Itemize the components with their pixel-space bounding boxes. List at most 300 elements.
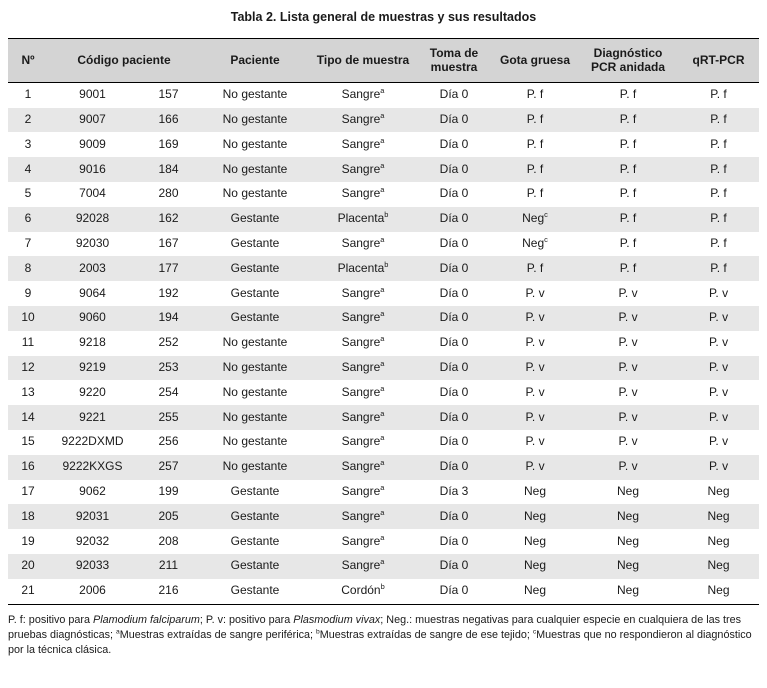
table-row (8, 554, 759, 579)
cell-pcr-anidada: Neg (616, 484, 639, 499)
cell-toma-muestra: Día 0 (439, 508, 469, 523)
table-row (8, 380, 759, 405)
gota-gruesa-text: Neg (522, 211, 545, 226)
cell-codigo-paciente: 9060 (79, 310, 106, 325)
tipo-muestra-text: Sangre (341, 360, 381, 375)
cell-codigo-numero: 177 (158, 260, 179, 275)
cell-tipo-muestra (310, 405, 416, 430)
cell-gota-gruesa (492, 356, 578, 381)
tipo-muestra-superscript: b (384, 259, 389, 269)
cell-codigo-paciente: 92032 (75, 533, 110, 548)
cell-qrt-pcr: Neg (707, 508, 730, 523)
tipo-muestra-text: Sangre (341, 508, 381, 523)
table-row (8, 82, 759, 107)
tipo-muestra-superscript: a (380, 86, 385, 96)
cell-pcr-anidada: Neg (616, 508, 639, 523)
cell-codigo-paciente: 9221 (79, 409, 106, 424)
tipo-muestra-text: Sangre (341, 186, 381, 201)
cell-tipo-muestra (310, 380, 416, 405)
cell-paciente: No gestante (222, 87, 288, 102)
table-row (8, 182, 759, 207)
cell-qrt-pcr: P. f (710, 186, 727, 201)
cell-codigo-paciente: 2003 (79, 260, 106, 275)
gota-gruesa-superscript: c (544, 210, 548, 220)
table-row (8, 207, 759, 232)
cell-qrt-pcr: P. v (708, 335, 729, 350)
cell-gota-gruesa (492, 207, 578, 232)
cell-gota-gruesa (492, 82, 578, 107)
gota-gruesa-text: P. v (525, 285, 545, 300)
col-header-codigo-paciente: Código paciente (48, 39, 200, 83)
tipo-muestra-superscript: a (380, 359, 385, 369)
table-row (8, 281, 759, 306)
cell-tipo-muestra (310, 182, 416, 207)
footnote-segment: ; Neg.: muestras negativas para cualquier especie en cualquiera de las tres pruebas diagnósticas; (8, 613, 741, 641)
cell-codigo-paciente: 92030 (75, 236, 110, 251)
table-row (8, 405, 759, 430)
cell-qrt-pcr: P. f (710, 236, 727, 251)
cell-toma-muestra: Día 0 (439, 558, 469, 573)
tipo-muestra-superscript: a (380, 160, 385, 170)
cell-tipo-muestra (310, 132, 416, 157)
cell-pcr-anidada: P. f (619, 161, 637, 176)
footnote-segment: c (532, 628, 537, 636)
cell-qrt-pcr: P. v (708, 459, 729, 474)
cell-tipo-muestra (310, 256, 416, 281)
cell-toma-muestra: Día 0 (439, 384, 469, 399)
tipo-muestra-text: Sangre (341, 459, 381, 474)
tipo-muestra-superscript: a (380, 235, 385, 245)
cell-pcr-anidada: P. v (618, 434, 638, 449)
cell-paciente: No gestante (222, 434, 288, 449)
cell-paciente: Gestante (230, 310, 280, 325)
footnote-segment: a (116, 628, 120, 636)
cell-tipo-muestra (310, 108, 416, 133)
cell-pcr-anidada: Neg (616, 558, 639, 573)
cell-qrt-pcr: Neg (707, 484, 730, 499)
cell-codigo-numero: 254 (158, 384, 179, 399)
cell-toma-muestra: Día 0 (439, 112, 469, 127)
cell-tipo-muestra (310, 579, 416, 604)
cell-qrt-pcr: P. v (708, 285, 729, 300)
cell-paciente: Gestante (230, 508, 280, 523)
gota-gruesa-text: Neg (523, 583, 546, 598)
cell-paciente: No gestante (222, 112, 288, 127)
tipo-muestra-superscript: a (380, 532, 385, 542)
cell-pcr-anidada: P. v (618, 459, 638, 474)
cell-codigo-numero: 256 (158, 434, 179, 449)
cell-codigo-paciente: 9007 (79, 112, 106, 127)
cell-tipo-muestra (310, 430, 416, 455)
cell-codigo-numero: 192 (158, 285, 179, 300)
cell-codigo-numero: 216 (137, 579, 200, 604)
table-body (8, 82, 759, 604)
cell-numero: 1 (24, 87, 32, 102)
cell-toma-muestra: Día 0 (439, 236, 469, 251)
cell-codigo-numero: 194 (158, 310, 179, 325)
tipo-muestra-text: Sangre (341, 236, 381, 251)
cell-pcr-anidada: P. v (618, 409, 638, 424)
tipo-muestra-text: Sangre (341, 87, 381, 102)
cell-codigo-paciente: 9009 (79, 136, 106, 151)
cell-pcr-anidada: P. f (619, 211, 637, 226)
cell-paciente: No gestante (222, 409, 288, 424)
table-row (8, 331, 759, 356)
cell-toma-muestra: Día 0 (439, 310, 469, 325)
tipo-muestra-superscript: a (380, 433, 385, 443)
tipo-muestra-superscript: a (380, 408, 385, 418)
cell-codigo-numero: 169 (158, 136, 179, 151)
cell-tipo-muestra (310, 207, 416, 232)
cell-paciente: No gestante (222, 335, 288, 350)
tipo-muestra-superscript: a (380, 507, 385, 517)
tipo-muestra-text: Sangre (341, 310, 381, 325)
cell-numero: 12 (21, 360, 35, 375)
cell-toma-muestra: Día 0 (439, 434, 469, 449)
cell-gota-gruesa (492, 132, 578, 157)
cell-numero: 5 (24, 186, 32, 201)
gota-gruesa-text: P. f (526, 112, 544, 127)
cell-paciente: No gestante (222, 360, 288, 375)
footnote-segment: Plamodium falciparum (93, 613, 200, 626)
cell-gota-gruesa (492, 579, 578, 604)
gota-gruesa-text: Neg (523, 508, 546, 523)
cell-paciente: No gestante (222, 186, 288, 201)
cell-pcr-anidada: P. v (618, 285, 638, 300)
cell-qrt-pcr: P. f (710, 112, 727, 127)
cell-pcr-anidada: P. v (618, 335, 638, 350)
cell-numero: 17 (21, 484, 35, 499)
cell-gota-gruesa (492, 232, 578, 257)
table-row (8, 504, 759, 529)
cell-numero: 3 (24, 136, 32, 151)
tipo-muestra-text: Sangre (341, 533, 381, 548)
table-row (8, 430, 759, 455)
table-row (8, 529, 759, 554)
cell-gota-gruesa (492, 480, 578, 505)
tipo-muestra-text: Sangre (341, 409, 381, 424)
cell-toma-muestra: Día 0 (439, 285, 469, 300)
cell-toma-muestra: Día 0 (439, 186, 469, 201)
cell-toma-muestra: Día 0 (439, 161, 469, 176)
col-header-toma-muestra: Toma de muestra (416, 39, 492, 83)
tipo-muestra-superscript: a (380, 111, 385, 121)
cell-gota-gruesa (492, 108, 578, 133)
cell-pcr-anidada: P. v (618, 384, 638, 399)
cell-numero: 20 (21, 558, 35, 573)
cell-tipo-muestra (310, 331, 416, 356)
cell-codigo-paciente: 9218 (79, 335, 106, 350)
cell-qrt-pcr: Neg (707, 533, 730, 548)
cell-codigo-numero: 211 (158, 558, 179, 573)
footnote-segment: Plasmodium vivax (293, 613, 381, 626)
cell-paciente: Gestante (230, 236, 280, 251)
tipo-muestra-text: Sangre (341, 335, 381, 350)
gota-gruesa-text: P. f (526, 161, 544, 176)
footnote-segment: Muestras extraídas de sangre periférica; (119, 628, 317, 641)
cell-codigo-numero: 184 (158, 161, 179, 176)
cell-toma-muestra: Día 0 (416, 579, 492, 604)
table-row (8, 132, 759, 157)
footnote-segment: ; P. v: positivo para (199, 613, 294, 626)
cell-toma-muestra: Día 0 (439, 335, 469, 350)
table-row (8, 256, 759, 281)
gota-gruesa-text: Neg (523, 484, 546, 499)
table-row (8, 455, 759, 480)
cell-toma-muestra: Día 0 (439, 87, 469, 102)
cell-tipo-muestra (310, 554, 416, 579)
tipo-muestra-superscript: a (380, 309, 385, 319)
tipo-muestra-superscript: a (380, 284, 385, 294)
cell-pcr-anidada: P. v (618, 360, 638, 375)
cell-qrt-pcr: P. f (710, 136, 727, 151)
gota-gruesa-text: P. v (525, 459, 545, 474)
cell-toma-muestra: Día 0 (439, 211, 469, 226)
cell-gota-gruesa (492, 306, 578, 331)
cell-codigo-paciente: 9064 (79, 285, 106, 300)
cell-codigo-paciente: 92033 (75, 558, 110, 573)
cell-gota-gruesa (492, 182, 578, 207)
cell-paciente: Gestante (230, 260, 280, 275)
table-row (8, 157, 759, 182)
cell-gota-gruesa (492, 529, 578, 554)
cell-qrt-pcr: P. f (710, 260, 727, 275)
tipo-muestra-text: Sangre (341, 136, 381, 151)
cell-numero: 19 (21, 533, 35, 548)
cell-codigo-numero: 167 (158, 236, 179, 251)
cell-numero: 8 (24, 260, 32, 275)
cell-codigo-paciente: 9062 (79, 484, 106, 499)
cell-toma-muestra: Día 0 (439, 260, 469, 275)
cell-numero: 13 (21, 384, 35, 399)
cell-pcr-anidada: P. f (619, 87, 637, 102)
cell-toma-muestra: Día 0 (439, 533, 469, 548)
cell-paciente: Gestante (230, 484, 280, 499)
tipo-muestra-text: Sangre (341, 558, 381, 573)
tipo-muestra-superscript: b (380, 582, 385, 592)
gota-gruesa-superscript: c (544, 235, 548, 245)
tipo-muestra-superscript: a (380, 383, 385, 393)
cell-codigo-numero: 157 (158, 87, 179, 102)
gota-gruesa-text: P. v (525, 409, 545, 424)
cell-codigo-paciente: 9219 (79, 360, 106, 375)
tipo-muestra-superscript: b (384, 210, 389, 220)
cell-paciente: Gestante (200, 579, 310, 604)
table-title: Tabla 2. Lista general de muestras y sus resultados (230, 10, 537, 24)
cell-tipo-muestra (310, 480, 416, 505)
cell-tipo-muestra (310, 455, 416, 480)
cell-paciente: Gestante (230, 285, 280, 300)
cell-paciente: No gestante (222, 459, 288, 474)
cell-tipo-muestra (310, 306, 416, 331)
gota-gruesa-text: P. v (525, 384, 545, 399)
cell-gota-gruesa (492, 405, 578, 430)
cell-numero: 4 (24, 161, 32, 176)
cell-pcr-anidada: P. f (619, 260, 637, 275)
gota-gruesa-text: P. v (525, 310, 545, 325)
cell-codigo-paciente: 9222KXGS (62, 459, 123, 474)
table-header (8, 39, 759, 83)
cell-pcr-anidada: Neg (578, 579, 678, 604)
cell-paciente: Gestante (230, 558, 280, 573)
tipo-muestra-text: Sangre (341, 384, 381, 399)
cell-gota-gruesa (492, 331, 578, 356)
tipo-muestra-superscript: a (380, 557, 385, 567)
tipo-muestra-text: Placenta (337, 211, 385, 226)
cell-codigo-numero: 280 (158, 186, 179, 201)
cell-paciente: Gestante (230, 533, 280, 548)
gota-gruesa-text: Neg (523, 533, 546, 548)
cell-toma-muestra: Día 0 (439, 409, 469, 424)
cell-pcr-anidada: P. f (619, 136, 637, 151)
cell-codigo-paciente: 9016 (79, 161, 106, 176)
cell-toma-muestra: Día 3 (439, 484, 469, 499)
gota-gruesa-text: P. v (525, 434, 545, 449)
cell-numero: 9 (24, 285, 32, 300)
cell-pcr-anidada: P. f (619, 236, 637, 251)
cell-numero: 11 (21, 335, 35, 350)
col-header-paciente: Paciente (200, 39, 310, 83)
col-header-tipo-muestra: Tipo de muestra (310, 39, 416, 83)
cell-pcr-anidada: Neg (616, 533, 639, 548)
cell-numero: 18 (21, 508, 35, 523)
gota-gruesa-text: P. f (526, 186, 544, 201)
cell-tipo-muestra (310, 356, 416, 381)
cell-gota-gruesa (492, 380, 578, 405)
cell-codigo-paciente: 92028 (75, 211, 110, 226)
cell-gota-gruesa (492, 157, 578, 182)
cell-gota-gruesa (492, 455, 578, 480)
cell-pcr-anidada: P. f (619, 112, 637, 127)
cell-codigo-numero: 253 (158, 360, 179, 375)
table-row (8, 232, 759, 257)
cell-numero: 10 (21, 310, 35, 325)
cell-codigo-numero: 208 (158, 533, 179, 548)
table-row (8, 306, 759, 331)
cell-numero: 2 (24, 112, 32, 127)
cell-codigo-numero: 166 (158, 112, 179, 127)
cell-qrt-pcr: P. v (708, 310, 729, 325)
cell-paciente: No gestante (222, 161, 288, 176)
table-row (8, 108, 759, 133)
header-row (8, 39, 759, 83)
cell-qrt-pcr: P. f (710, 87, 727, 102)
cell-tipo-muestra (310, 281, 416, 306)
tipo-muestra-text: Sangre (341, 112, 381, 127)
cell-gota-gruesa (492, 281, 578, 306)
gota-gruesa-text: P. f (526, 136, 544, 151)
cell-numero: 16 (21, 459, 35, 474)
cell-qrt-pcr: Neg (707, 558, 730, 573)
footnote-segment: b (316, 628, 320, 636)
col-header-numero: Nº (8, 39, 48, 83)
footnote-segment: Muestras que no respondieron al diagnóstico por la técnica clásica. (8, 628, 752, 656)
cell-codigo-paciente: 9001 (79, 87, 106, 102)
tipo-muestra-text: Sangre (341, 161, 381, 176)
col-header-qrt-pcr: qRT-PCR (678, 39, 759, 83)
col-header-pcr-anidada: Diagnóstico PCR anidada (578, 39, 678, 83)
col-header-gota-gruesa: Gota gruesa (492, 39, 578, 83)
cell-gota-gruesa (492, 430, 578, 455)
cell-tipo-muestra (310, 529, 416, 554)
cell-tipo-muestra (310, 82, 416, 107)
cell-tipo-muestra (310, 232, 416, 257)
cell-codigo-numero: 199 (158, 484, 179, 499)
cell-tipo-muestra (310, 504, 416, 529)
tipo-muestra-text: Sangre (341, 484, 381, 499)
cell-toma-muestra: Día 0 (439, 360, 469, 375)
cell-qrt-pcr: P. v (708, 434, 729, 449)
gota-gruesa-text: P. v (525, 335, 545, 350)
gota-gruesa-text: Neg (522, 236, 545, 251)
table-row (8, 480, 759, 505)
footnote-segment: P. f: positivo para (8, 613, 94, 626)
cell-toma-muestra: Día 0 (439, 136, 469, 151)
cell-codigo-numero: 162 (158, 211, 179, 226)
cell-codigo-paciente: 9222DXMD (61, 434, 124, 449)
gota-gruesa-text: P. f (526, 260, 544, 275)
cell-gota-gruesa (492, 504, 578, 529)
gota-gruesa-text: P. f (526, 87, 544, 102)
cell-pcr-anidada: P. f (619, 186, 637, 201)
tipo-muestra-superscript: a (380, 483, 385, 493)
tipo-muestra-text: Sangre (341, 434, 381, 449)
cell-qrt-pcr: P. v (708, 409, 729, 424)
cell-qrt-pcr: P. v (708, 360, 729, 375)
cell-numero: 21 (8, 579, 48, 604)
cell-numero: 14 (21, 409, 35, 424)
gota-gruesa-text: P. v (525, 360, 545, 375)
cell-tipo-muestra (310, 157, 416, 182)
cell-codigo-paciente: 92031 (75, 508, 110, 523)
footnote-segment: Muestras extraídas de sangre de ese tejido; (319, 628, 533, 641)
cell-numero: 7 (24, 236, 32, 251)
cell-gota-gruesa (492, 256, 578, 281)
cell-codigo-numero: 255 (158, 409, 179, 424)
cell-paciente: Gestante (230, 211, 280, 226)
cell-codigo-paciente: 2006 (48, 579, 137, 604)
tipo-muestra-text: Sangre (341, 285, 381, 300)
cell-codigo-paciente: 7004 (79, 186, 106, 201)
tipo-muestra-superscript: a (380, 458, 385, 468)
cell-qrt-pcr: P. f (710, 211, 727, 226)
cell-codigo-numero: 205 (158, 508, 179, 523)
tipo-muestra-superscript: a (380, 135, 385, 145)
tipo-muestra-text: Placenta (337, 260, 385, 275)
cell-numero: 15 (21, 434, 35, 449)
footnote (8, 613, 759, 658)
gota-gruesa-text: Neg (523, 558, 546, 573)
tipo-muestra-superscript: a (380, 185, 385, 195)
cell-qrt-pcr: Neg (678, 579, 759, 604)
table-row (8, 356, 759, 381)
cell-numero: 6 (24, 211, 32, 226)
results-table (8, 38, 759, 605)
cell-codigo-numero: 252 (158, 335, 179, 350)
cell-qrt-pcr: P. f (710, 161, 727, 176)
cell-paciente: No gestante (222, 136, 288, 151)
table-row (8, 579, 759, 604)
cell-qrt-pcr: P. v (708, 384, 729, 399)
tipo-muestra-superscript: a (380, 334, 385, 344)
tipo-muestra-text: Cordón (341, 583, 381, 598)
cell-codigo-numero: 257 (158, 459, 179, 474)
cell-paciente: No gestante (222, 384, 288, 399)
cell-toma-muestra: Día 0 (439, 459, 469, 474)
cell-pcr-anidada: P. v (618, 310, 638, 325)
cell-codigo-paciente: 9220 (79, 384, 106, 399)
cell-gota-gruesa (492, 554, 578, 579)
